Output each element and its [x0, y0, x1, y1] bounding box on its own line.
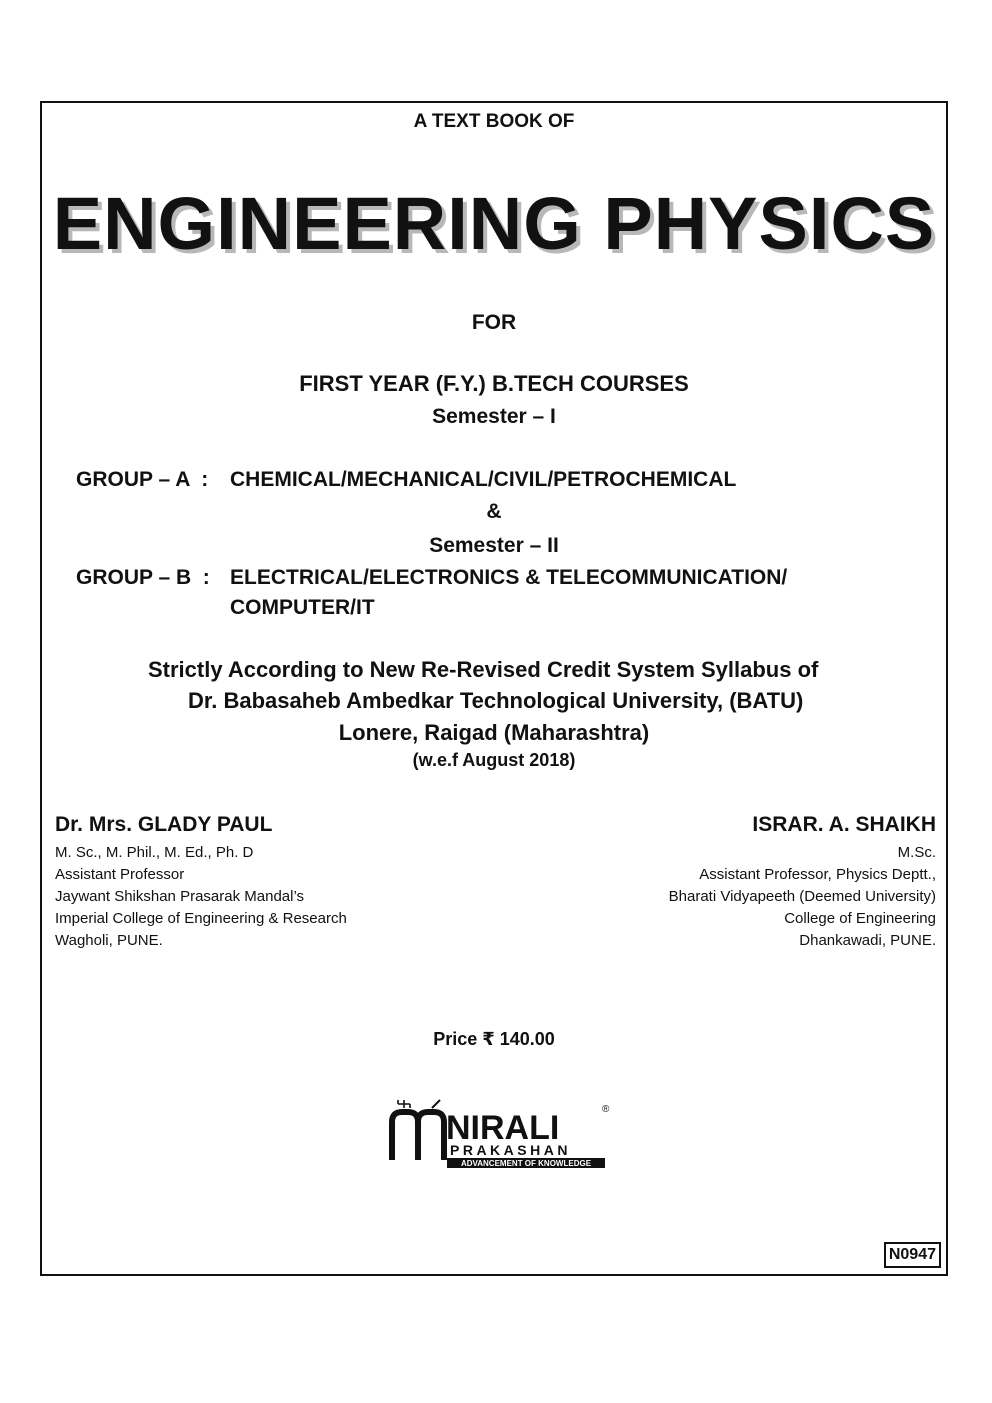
- group-a-branches: CHEMICAL/MECHANICAL/CIVIL/PETROCHEMICAL: [230, 468, 737, 491]
- author-1-detail-line: M. Sc., M. Phil., M. Ed., Ph. D: [55, 844, 254, 861]
- course-title: FIRST YEAR (F.Y.) B.TECH COURSES: [299, 371, 689, 396]
- group-a-label: GROUP – A :: [76, 468, 209, 491]
- book-title: ENGINEERING PHYSICS: [52, 182, 936, 265]
- author-2-detail-line: Assistant Professor, Physics Deptt.,: [699, 866, 936, 883]
- syllabus-line-1: Strictly According to New Re-Revised Credit System Syllabus of: [148, 657, 819, 682]
- author-2-detail-line: M.Sc.: [897, 844, 936, 861]
- semester-2: Semester – II: [429, 534, 559, 557]
- author-2-name: ISRAR. A. SHAIKH: [752, 813, 936, 836]
- wef-date: (w.e.f August 2018): [412, 750, 576, 770]
- cover-frame: [40, 101, 948, 1276]
- author-1-details: [55, 842, 347, 952]
- group-b-label: GROUP – B :: [76, 566, 210, 589]
- pre-title: A TEXT BOOK OF: [413, 111, 575, 132]
- publisher-name: NIRALI: [446, 1109, 560, 1147]
- group-b-branches-line2: COMPUTER/IT: [230, 596, 375, 619]
- publisher-emblem-icon: [392, 1100, 444, 1160]
- author-1-detail-line: Jaywant Shikshan Prasarak Mandal’s: [55, 888, 305, 905]
- price: Price ₹ 140.00: [433, 1029, 555, 1049]
- syllabus-line-2: Dr. Babasaheb Ambedkar Technological University, (BATU): [188, 688, 804, 713]
- author-1-detail-line: Wagholi, PUNE.: [55, 932, 163, 949]
- author-2-details: [669, 842, 936, 952]
- publisher-tagline: ADVANCEMENT OF KNOWLEDGE: [460, 1159, 592, 1168]
- author-1-name: Dr. Mrs. GLADY PAUL: [55, 813, 273, 836]
- ampersand: &: [486, 500, 502, 523]
- author-2-detail-line: College of Engineering: [784, 910, 936, 927]
- group-b-branches-line1: ELECTRICAL/ELECTRONICS & TELECOMMUNICATION/: [230, 566, 788, 589]
- author-1-detail-line: Assistant Professor: [55, 866, 185, 883]
- semester-1: Semester – I: [432, 405, 556, 428]
- book-code: N0947: [884, 1242, 941, 1268]
- publisher-subname: PRAKASHAN: [450, 1142, 571, 1158]
- author-2-detail-line: Bharati Vidyapeeth (Deemed University): [668, 888, 936, 905]
- registered-mark: ®: [602, 1104, 610, 1115]
- author-1-detail-line: Imperial College of Engineering & Research: [55, 910, 347, 927]
- nirali-prakashan-logo: [382, 1098, 612, 1168]
- syllabus-line-3: Lonere, Raigad (Maharashtra): [338, 720, 650, 745]
- for-label: FOR: [471, 311, 517, 334]
- author-2-detail-line: Dhankawadi, PUNE.: [799, 932, 936, 949]
